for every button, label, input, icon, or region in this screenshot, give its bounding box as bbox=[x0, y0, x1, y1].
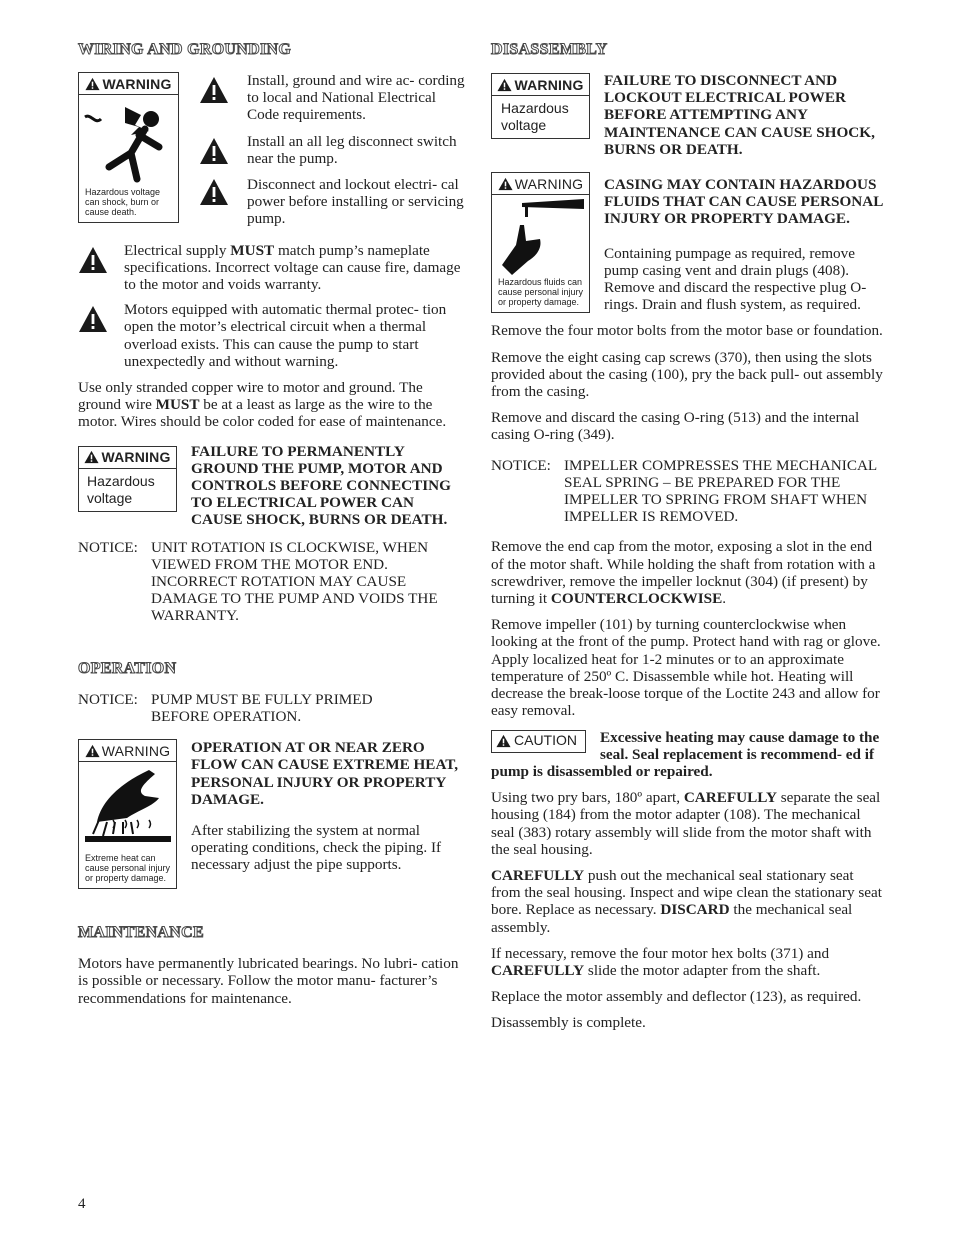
copper-wire-paragraph bbox=[78, 379, 466, 431]
bolts-paragraph: Remove the four motor bolts from the motor base or foundation. bbox=[491, 322, 883, 340]
warning-item-text: Disconnect and lockout electri- cal power before installing or servicing pump. bbox=[247, 176, 464, 228]
notice-text: PUMP MUST BE FULLY PRIMED BEFORE OPERATION. bbox=[151, 690, 373, 725]
left-column bbox=[78, 40, 466, 1016]
page-number: 4 bbox=[78, 1196, 86, 1212]
warning-label-head bbox=[492, 173, 589, 195]
text-run: separate the seal housing (184) from the motor adapter (108). The mechanical seal (383) rotary assembly will slide from the motor shaft with the seal housing. bbox=[491, 789, 881, 858]
complete-paragraph: Disassembly is complete. bbox=[491, 1014, 646, 1032]
warning-triangle-icon bbox=[84, 450, 99, 464]
impeller-paragraph: Remove impeller (101) by turning counterclockwise when looking at the front of the pump. Protect hand with rag or glove. Apply localized heat for 1-2 minutes or to an approximate temperature of 250º C. Disassemble while hot. Heating will decrease the break-loose torque of the Loctite 243 and allow for easy removal. bbox=[491, 616, 881, 720]
disconnect-warning-block bbox=[491, 72, 883, 158]
warning-item bbox=[199, 133, 466, 167]
operation-paragraph: After stabilizing the system at normal operating conditions, check the piping. If necessary adjust the pipe supports. bbox=[191, 821, 442, 874]
hot-surface-hand-icon bbox=[79, 762, 176, 854]
text-run-bold: CAREFULLY bbox=[683, 789, 777, 807]
warning-label-text: WARNING bbox=[514, 76, 584, 93]
label-caption: Extreme heat can cause personal injury or property damage. bbox=[85, 853, 171, 884]
warning-triangle-icon bbox=[85, 744, 100, 758]
wiring-heading: WIRING AND GROUNDING bbox=[78, 41, 292, 58]
text-run: push out the mechanical seal stationary seat from the seal housing. Inspect and wipe clean the stationary seat bore. Replace as necessary. bbox=[491, 866, 882, 919]
notice-tag: NOTICE: bbox=[78, 690, 138, 708]
text-run-bold: CAREFULLY bbox=[491, 961, 585, 979]
warning-triangle-icon bbox=[85, 77, 100, 91]
warning-triangle-icon bbox=[496, 734, 511, 748]
right-column bbox=[491, 40, 883, 1041]
warning-triangle-icon bbox=[78, 305, 108, 333]
warning-triangle-icon bbox=[199, 137, 229, 165]
text-run-bold: DISCARD bbox=[660, 901, 730, 919]
warning-triangle-icon bbox=[199, 76, 229, 104]
thermal-warning bbox=[78, 301, 466, 370]
label-body: Hazardous voltage bbox=[87, 472, 155, 506]
pry-bars-paragraph bbox=[491, 789, 883, 858]
seat-paragraph bbox=[491, 867, 883, 936]
warning-item bbox=[199, 176, 466, 228]
fluids-warning-block bbox=[491, 176, 883, 313]
text-run: match pump’s nameplate specifications. Incorrect voltage can cause fire, damage to the motor and voids warranty. bbox=[124, 241, 461, 294]
end-cap-paragraph bbox=[491, 538, 883, 607]
impeller-notice bbox=[491, 457, 883, 526]
hazardous-fluid-hand-icon bbox=[492, 195, 589, 279]
notice-text: IMPELLER COMPRESSES THE MECHANICAL SEAL SPRING – BE PREPARED FOR THE IMPELLER TO SPRING FROM SHAFT WHEN IMPELLER IS REMOVED. bbox=[564, 456, 877, 526]
caution-label-text: CAUTION bbox=[514, 732, 577, 749]
text-run-bold: MUST bbox=[230, 241, 275, 259]
primed-notice bbox=[78, 691, 466, 725]
hazardous-fluids-label bbox=[491, 172, 590, 313]
caution-block bbox=[491, 729, 883, 781]
operation-heading: OPERATION bbox=[78, 659, 177, 677]
warning-label-head bbox=[492, 74, 589, 96]
rotation-notice bbox=[78, 539, 466, 625]
warning-label-head bbox=[79, 73, 178, 95]
hazardous-voltage-label bbox=[78, 72, 179, 223]
caution-label bbox=[491, 730, 586, 753]
hazardous-voltage-label bbox=[491, 73, 590, 139]
wiring-items bbox=[199, 72, 466, 236]
text-run: slide the motor adapter from the shaft. bbox=[584, 961, 821, 979]
text-run: Electrical supply bbox=[124, 241, 231, 259]
text-run: Using two pry bars, 180º apart, bbox=[491, 789, 684, 807]
maintenance-heading: MAINTENANCE bbox=[78, 924, 204, 942]
caution-text: Excessive heating may cause damage to the seal. Seal replacement is recommend- ed if pump is disassembled or repaired. bbox=[491, 728, 880, 780]
text-run-bold: CAREFULLY bbox=[491, 866, 585, 884]
fluids-text-block bbox=[604, 176, 883, 313]
warning-label-head bbox=[79, 740, 176, 762]
text-run: be at a least as large as the wire to the motor. Wires should be color coded for ease of maintenance. bbox=[78, 396, 447, 431]
ground-warning-block bbox=[78, 443, 466, 529]
hex-bolts-paragraph bbox=[491, 945, 883, 979]
label-caption: Hazardous voltage can shock, burn or cause death. bbox=[85, 187, 161, 217]
pumpage-paragraph: Containing pumpage as required, remove pump casing vent and drain plugs (408). Remove and discard the respective plug O-rings. Drain and flush system, as required. bbox=[604, 244, 867, 314]
replace-paragraph: Replace the motor assembly and deflector (123), as required. bbox=[491, 988, 862, 1006]
disassembly-heading: DISASSEMBLY bbox=[491, 41, 608, 58]
warning-item bbox=[199, 72, 466, 124]
notice-text: UNIT ROTATION IS CLOCKWISE, WHEN VIEWED FROM THE MOTOR END. INCORRECT ROTATION MAY CAUSE DAMAGE TO THE PUMP AND VOIDS THE WARRANTY. bbox=[151, 538, 438, 625]
disconnect-warning-text: FAILURE TO DISCONNECT AND LOCKOUT ELECTRICAL POWER BEFORE ATTEMPTING ANY MAINTENANCE CAN CAUSE SHOCK, BURNS OR DEATH. bbox=[604, 72, 875, 158]
fluids-warning-text: CASING MAY CONTAIN HAZARDOUS FLUIDS THAT CAN CAUSE PERSONAL INJURY OR PROPERTY DAMAGE. bbox=[604, 176, 883, 228]
warning-triangle-icon bbox=[497, 78, 512, 92]
text-run: . bbox=[722, 590, 727, 608]
thermal-text: Motors equipped with automatic thermal protec- tion open the motor’s electrical circuit when a thermal overload exists. This can cause the pump to start unexpectedly and without warning. bbox=[124, 301, 447, 370]
text-run: If necessary, remove the four motor hex bolts (371) and bbox=[491, 944, 830, 962]
text-run: the mechanical seal assembly. bbox=[491, 901, 853, 936]
label-body: Hazardous voltage bbox=[501, 100, 569, 133]
text-run-bold: COUNTERCLOCKWISE bbox=[550, 590, 723, 608]
warning-item-text: Install, ground and wire ac- cording to local and National Electrical Code requirements. bbox=[247, 72, 465, 124]
supply-warning bbox=[78, 242, 466, 294]
notice-tag: NOTICE: bbox=[78, 538, 138, 556]
warning-triangle-icon bbox=[199, 178, 229, 206]
label-caption: Hazardous fluids can cause personal injury or property damage. bbox=[498, 277, 584, 308]
text-run-bold: MUST bbox=[155, 396, 200, 414]
operation-warning-text: OPERATION AT OR NEAR ZERO FLOW CAN CAUSE EXTREME HEAT, PERSONAL INJURY OR PROPERTY DAMAGE. bbox=[191, 739, 459, 808]
warning-label-text: WARNING bbox=[101, 449, 171, 466]
hazardous-voltage-label bbox=[78, 446, 177, 512]
orings-paragraph: Remove and discard the casing O-ring (513) and the internal casing O-ring (349). bbox=[491, 409, 860, 444]
extreme-heat-label bbox=[78, 739, 177, 889]
cap-screws-paragraph: Remove the eight casing cap screws (370), then using the slots provided about the casing (100), pry the back pull- out assembly from the casing. bbox=[491, 348, 883, 401]
wiring-warning-block bbox=[78, 72, 466, 236]
operation-text-block bbox=[191, 739, 466, 882]
supply-text bbox=[124, 242, 466, 294]
warning-label-head bbox=[79, 447, 176, 469]
warning-triangle-icon bbox=[78, 246, 108, 274]
maintenance-paragraph: Motors have permanently lubricated bearings. No lubri- cation is possible or necessary. Follow the motor manu- facturer’s recommendations for maintenance. bbox=[78, 955, 459, 1007]
text-run: Use only stranded copper wire to motor and ground. The ground wire bbox=[78, 379, 423, 414]
ground-warning-text: FAILURE TO PERMANENTLY GROUND THE PUMP, MOTOR AND CONTROLS BEFORE CONNECTING TO ELECTRICAL POWER CAN CAUSE SHOCK, BURNS OR DEATH. bbox=[191, 442, 451, 529]
text-run: Remove the end cap from the motor, exposing a slot in the end of the motor shaft. While holding the shaft from rotation with a screwdriver, remove the impeller locknut (304) (if present) by turning it bbox=[491, 538, 876, 608]
warning-label-text: WARNING bbox=[101, 742, 171, 759]
electric-shock-icon bbox=[79, 95, 178, 191]
warning-item-text: Install an all leg disconnect switch near the pump. bbox=[247, 132, 457, 167]
warning-triangle-icon bbox=[498, 177, 513, 191]
warning-label-text: WARNING bbox=[514, 175, 584, 192]
operation-warning-block bbox=[78, 739, 466, 889]
warning-label-text: WARNING bbox=[102, 75, 172, 92]
notice-tag: NOTICE: bbox=[491, 456, 551, 474]
